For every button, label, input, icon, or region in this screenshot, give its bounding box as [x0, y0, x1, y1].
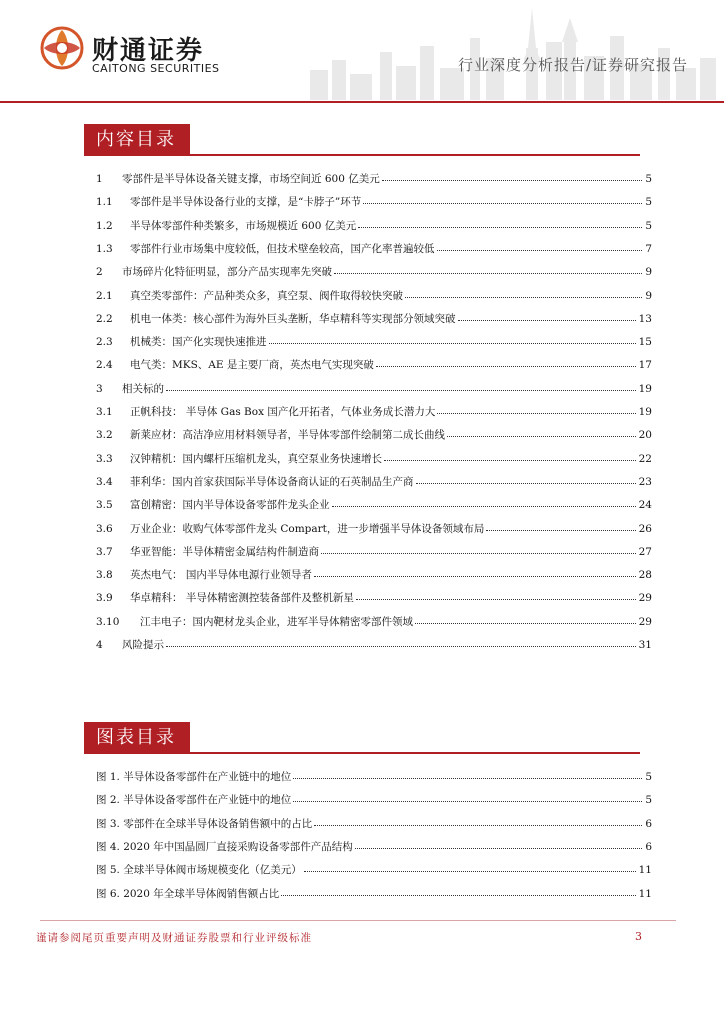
figure-leader-dots: [355, 848, 642, 849]
toc-leader-dots: [363, 203, 642, 204]
toc-entry-title: 真空类零部件：产品种类众多，真空泵、阀件取得较快突破: [130, 290, 403, 302]
toc-leader-dots: [269, 343, 636, 344]
logo-text-cn: 财通证券: [92, 36, 205, 66]
toc-title-underline: [84, 154, 640, 156]
toc-entry-page: 28: [638, 569, 652, 581]
page-number: 3: [635, 930, 642, 943]
toc-entry-page: 29: [638, 592, 652, 604]
figure-entry-page: 11: [638, 864, 652, 876]
toc-entry-title: 零部件行业市场集中度较低，但技术壁垒较高，国产化率普遍较低: [130, 243, 435, 255]
toc-entry-number: 1.2: [96, 220, 113, 232]
toc-leader-dots: [447, 436, 636, 437]
figure-entry-title: 图 4. 2020 年中国晶圆厂直接采购设备零部件产品结构: [96, 841, 353, 853]
toc-entry[interactable]: [96, 498, 652, 512]
toc-entry-number: 1: [96, 173, 103, 185]
figure-entry[interactable]: [96, 840, 652, 854]
toc-entry[interactable]: [96, 638, 652, 652]
toc-entry-number: 3.4: [96, 476, 113, 488]
figure-leader-dots: [281, 895, 636, 896]
figure-entry-title: 图 5. 全球半导体阀市场规模变化（亿美元）: [96, 864, 302, 876]
toc-entry[interactable]: [96, 522, 652, 536]
toc-entry-number: 3.2: [96, 429, 113, 441]
figure-entry[interactable]: [96, 887, 652, 901]
toc-entry[interactable]: [96, 289, 652, 303]
toc-section-header: [84, 124, 640, 156]
toc-entry-title: 相关标的: [122, 383, 164, 395]
toc-entry-title: 江丰电子：国内靶材龙头企业，进军半导体精密零部件领域: [140, 616, 413, 628]
toc-leader-dots: [405, 297, 642, 298]
toc-entry-title: 富创精密：国内半导体设备零部件龙头企业: [130, 499, 330, 511]
figure-entry-page: 6: [645, 841, 652, 853]
toc-entry-title: 市场碎片化特征明显，部分产品实现率先突破: [122, 266, 332, 278]
toc-leader-dots: [332, 506, 636, 507]
toc-leader-dots: [382, 180, 642, 181]
toc-leader-dots: [314, 576, 636, 577]
figure-entry-title: 图 6. 2020 年全球半导体阀销售额占比: [96, 888, 280, 900]
figure-entry-title: 图 2. 半导体设备零部件在产业链中的地位: [96, 794, 292, 806]
toc-leader-dots: [437, 250, 642, 251]
toc-entry-title: 零部件是半导体设备行业的支撑，是“卡脖子”环节: [130, 196, 362, 208]
toc-leader-dots: [358, 227, 642, 228]
toc-entry-number: 3.1: [96, 406, 113, 418]
toc-entry-title: 新莱应材：高洁净应用材料领导者，半导体零部件绘制第二成长曲线: [130, 429, 445, 441]
footer-disclaimer: 谨请参阅尾页重要声明及财通证券股票和行业评级标准: [36, 932, 312, 944]
toc-entry-number: 3.10: [96, 616, 120, 628]
toc-entry-number: 4: [96, 639, 103, 651]
toc-entry[interactable]: [96, 428, 652, 442]
toc-entry-number: 2.1: [96, 290, 113, 302]
toc-entry-page: 31: [638, 639, 652, 651]
toc-entry-number: 3.5: [96, 499, 113, 511]
toc-entry-page: 15: [638, 336, 652, 348]
toc-entry-page: 13: [638, 313, 652, 325]
toc-entry[interactable]: [96, 405, 652, 419]
figure-entry-title: 图 1. 半导体设备零部件在产业链中的地位: [96, 771, 292, 783]
toc-entry[interactable]: [96, 219, 652, 233]
toc-leader-dots: [166, 390, 636, 391]
toc-entry-title: 正帆科技： 半导体 Gas Box 国产化开拓者，气体业务成长潜力大: [130, 406, 436, 418]
toc-entry-page: 5: [645, 220, 652, 232]
figure-leader-dots: [304, 871, 636, 872]
report-type: 行业深度分析报告/证券研究报告: [457, 56, 688, 74]
figures-title: 图表目录: [84, 722, 190, 754]
toc-entry-page: 24: [638, 499, 652, 511]
logo-text-en: CAITONG SECURITIES: [92, 62, 220, 75]
toc-entry-page: 9: [645, 290, 652, 302]
toc-entry-title: 英杰电气： 国内半导体电源行业领导者: [130, 569, 312, 581]
toc-entry-number: 2.4: [96, 359, 113, 371]
figure-entry-page: 6: [645, 818, 652, 830]
toc-entry[interactable]: [96, 568, 652, 582]
toc-entry-page: 19: [638, 406, 652, 418]
toc-entry-number: 3: [96, 383, 103, 395]
toc-entry[interactable]: [96, 545, 652, 559]
toc-entry[interactable]: [96, 475, 652, 489]
figure-entry[interactable]: [96, 793, 652, 807]
toc-leader-dots: [415, 623, 636, 624]
page-header: [0, 0, 724, 104]
toc-leader-dots: [416, 483, 636, 484]
toc-entry-page: 5: [645, 173, 652, 185]
toc-entry-page: 23: [638, 476, 652, 488]
toc-entry[interactable]: [96, 358, 652, 372]
toc-entry-page: 17: [638, 359, 652, 371]
toc-entry-number: 1.3: [96, 243, 113, 255]
toc-entry-number: 3.8: [96, 569, 113, 581]
toc-entry[interactable]: [96, 265, 652, 279]
toc-entry-number: 3.9: [96, 592, 113, 604]
toc-entry[interactable]: [96, 591, 652, 605]
toc-entry-number: 2.3: [96, 336, 113, 348]
toc-entry-page: 27: [638, 546, 652, 558]
toc-entry[interactable]: [96, 242, 652, 256]
figure-entry[interactable]: [96, 863, 652, 877]
figure-leader-dots: [314, 825, 642, 826]
toc-entry[interactable]: [96, 615, 652, 629]
caitong-logo-icon: [40, 26, 84, 70]
toc-entry-title: 零部件是半导体设备关键支撑，市场空间近 600 亿美元: [122, 173, 380, 185]
toc-entry[interactable]: [96, 312, 652, 326]
toc-entry-title: 华卓精科： 半导体精密测控装备部件及整机新星: [130, 592, 354, 604]
toc-entry-page: 5: [645, 196, 652, 208]
figure-leader-dots: [293, 778, 642, 779]
toc-entry[interactable]: [96, 195, 652, 209]
toc-entry-page: 19: [638, 383, 652, 395]
toc-leader-dots: [166, 646, 636, 647]
toc-entry-title: 菲利华：国内首家获国际半导体设备商认证的石英制品生产商: [130, 476, 414, 488]
toc-entry-title: 华亚智能：半导体精密金属结构件制造商: [130, 546, 319, 558]
toc-entry-page: 29: [638, 616, 652, 628]
toc-entry-page: 7: [645, 243, 652, 255]
toc-entry-number: 2.2: [96, 313, 113, 325]
toc-leader-dots: [458, 320, 636, 321]
figures-section-header: [84, 722, 640, 754]
toc-entry[interactable]: [96, 335, 652, 349]
toc-entry-title: 汉钟精机：国内螺杆压缩机龙头，真空泵业务快速增长: [130, 453, 382, 465]
toc-entry-title: 机电一体类：核心部件为海外巨头垄断，华卓精科等实现部分领域突破: [130, 313, 456, 325]
toc-entry-page: 9: [645, 266, 652, 278]
figure-entry-title: 图 3. 零部件在全球半导体设备销售额中的占比: [96, 818, 313, 830]
toc-entry-title: 机械类：国产化实现快速推进: [130, 336, 267, 348]
toc-entry[interactable]: [96, 172, 652, 186]
toc-leader-dots: [384, 460, 636, 461]
figure-entry-page: 5: [645, 771, 652, 783]
toc-entry-number: 3.7: [96, 546, 113, 558]
toc-entry-title: 风险提示: [122, 639, 164, 651]
toc-leader-dots: [376, 366, 636, 367]
toc-entry-title: 万业企业：收购气体零部件龙头 Compart，进一步增强半导体设备领域布局: [130, 523, 485, 535]
figure-entry[interactable]: [96, 770, 652, 784]
toc-entry-number: 3.6: [96, 523, 113, 535]
header-divider: [0, 101, 724, 103]
toc-entry-title: 电气类：MKS、AE 是主要厂商，英杰电气实现突破: [130, 359, 374, 371]
toc-leader-dots: [321, 553, 636, 554]
toc-entry-page: 26: [638, 523, 652, 535]
footer-divider: [40, 920, 676, 921]
figures-title-underline: [84, 752, 640, 754]
toc-entry[interactable]: [96, 452, 652, 466]
toc-entry[interactable]: [96, 382, 652, 396]
figure-entry-page: 5: [645, 794, 652, 806]
figure-entry[interactable]: [96, 817, 652, 831]
figure-leader-dots: [293, 801, 642, 802]
toc-entry-number: 1.1: [96, 196, 113, 208]
toc-leader-dots: [356, 599, 636, 600]
toc-leader-dots: [437, 413, 636, 414]
toc-entry-title: 半导体零部件种类繁多，市场规模近 600 亿美元: [130, 220, 357, 232]
toc-entry-number: 2: [96, 266, 103, 278]
toc-leader-dots: [486, 530, 636, 531]
toc-title: 内容目录: [84, 124, 190, 156]
toc-leader-dots: [334, 273, 642, 274]
figure-entry-page: 11: [638, 888, 652, 900]
toc-entry-page: 20: [638, 429, 652, 441]
toc-entry-number: 3.3: [96, 453, 113, 465]
toc-entry-page: 22: [638, 453, 652, 465]
